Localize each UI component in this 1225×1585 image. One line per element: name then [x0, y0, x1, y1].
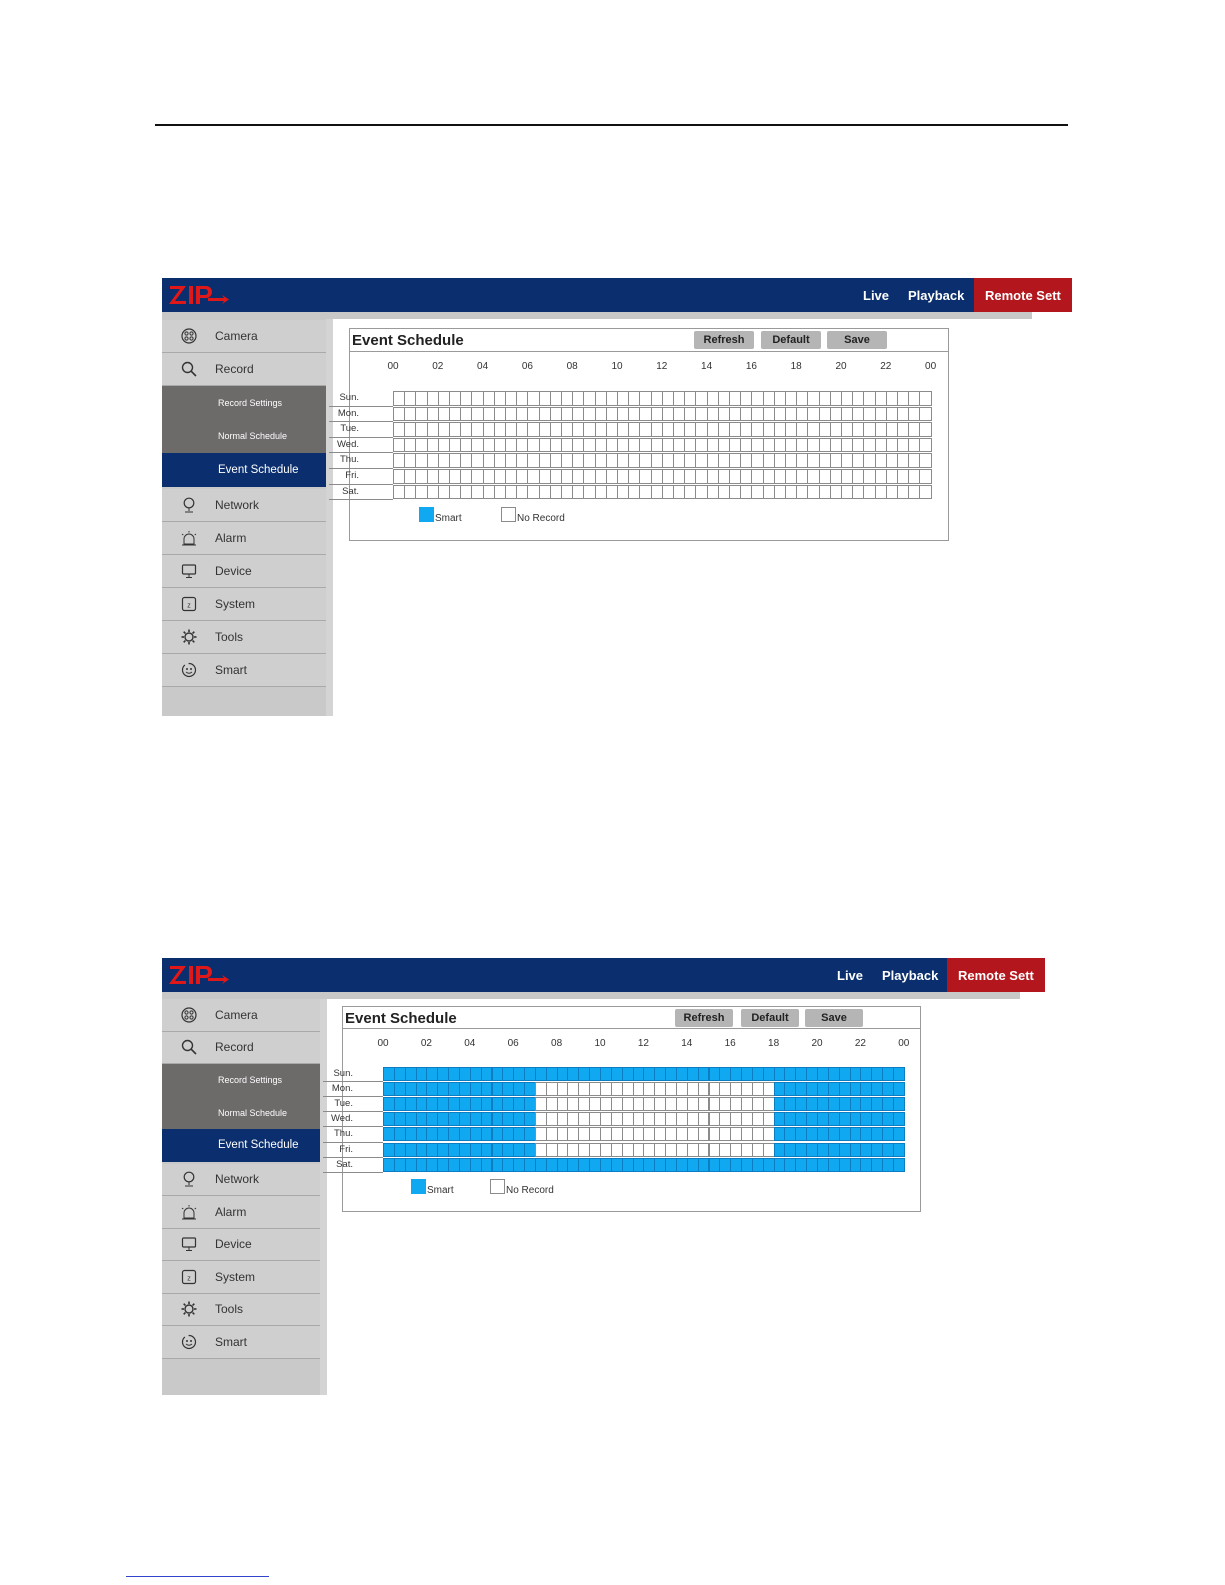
nav-tab-remote-settings[interactable]	[947, 958, 1045, 992]
day-label: Thu.	[339, 454, 359, 466]
hour-label: 04	[477, 361, 489, 372]
panel-title: Event Schedule	[352, 332, 464, 349]
hour-label: 16	[724, 1038, 736, 1049]
nav-tab-remote-settings[interactable]	[974, 278, 1072, 312]
legend-smart-label: Smart	[427, 1185, 454, 1196]
sidebar-subitem-record-settings[interactable]	[162, 1064, 320, 1097]
nav-tab-label[interactable]: Remote Sett	[947, 958, 1045, 992]
schedule-cell[interactable]	[893, 1158, 905, 1172]
screenshot-configured-schedule	[162, 958, 1034, 1395]
sidebar-item-smart[interactable]	[162, 1326, 320, 1359]
day-label: Sat.	[342, 485, 359, 497]
hour-label: 14	[701, 361, 713, 372]
panel-title: Event Schedule	[345, 1010, 457, 1027]
sidebar-item-label: Smart	[215, 662, 248, 677]
camera-icon	[180, 327, 198, 345]
sidebar-item-device[interactable]	[162, 555, 326, 588]
day-label-underline	[329, 421, 393, 422]
day-label-underline	[329, 406, 393, 407]
sidebar-item-label: Network	[215, 497, 260, 512]
schedule-cell[interactable]	[919, 438, 931, 453]
legend-smart-label: Smart	[435, 513, 462, 524]
day-label: Fri.	[339, 1143, 353, 1155]
schedule-cell[interactable]	[919, 453, 931, 468]
hour-label: 02	[432, 361, 444, 372]
event-schedule-panel	[330, 1006, 921, 1212]
day-label-underline	[323, 1172, 383, 1173]
nav-tab-live[interactable]	[826, 958, 874, 992]
sidebar-item-network[interactable]	[162, 489, 326, 522]
nav-tab-label[interactable]: Playback	[908, 287, 965, 303]
sidebar-item-network[interactable]	[162, 1164, 320, 1197]
hour-label: 22	[880, 361, 892, 372]
schedule-cell[interactable]	[919, 485, 931, 500]
sidebar-item-label: Device	[215, 563, 252, 578]
sidebar-item-label: Network	[215, 1172, 260, 1187]
system-icon	[180, 1268, 198, 1286]
top-navigation-bar	[162, 278, 1061, 312]
sidebar-item-alarm[interactable]	[162, 522, 326, 555]
camera-icon	[180, 1006, 198, 1024]
hour-label: 02	[420, 1038, 432, 1049]
sidebar-item-label: Record	[215, 362, 254, 376]
footer-link-underline	[126, 1576, 269, 1577]
smart-icon	[180, 661, 198, 679]
hour-label: 06	[507, 1038, 519, 1049]
sidebar-item-camera[interactable]	[162, 999, 320, 1032]
sidebar-item-camera[interactable]	[162, 320, 326, 353]
event-schedule-panel	[336, 328, 949, 541]
hour-label: 20	[811, 1038, 823, 1049]
refresh-button[interactable]: Refresh	[675, 1009, 733, 1027]
day-label-underline	[329, 468, 393, 469]
tools-icon	[180, 628, 198, 646]
schedule-cell[interactable]	[919, 391, 931, 406]
sidebar-item-label: Tools	[215, 629, 244, 644]
sidebar-item-label: Camera	[215, 1007, 258, 1022]
schedule-cell[interactable]	[919, 469, 931, 484]
legend-smart-swatch	[419, 507, 434, 522]
alarm-icon	[180, 1203, 198, 1221]
refresh-button[interactable]: Refresh	[694, 331, 754, 349]
device-icon	[180, 1235, 198, 1253]
hour-label: 00	[898, 1038, 910, 1049]
sidebar-item-record[interactable]	[162, 1032, 320, 1065]
day-label-underline	[323, 1142, 383, 1143]
save-button[interactable]: Save	[827, 331, 887, 349]
panel-title-divider	[350, 351, 948, 352]
sidebar-subitem-event-schedule[interactable]	[162, 453, 326, 487]
page-header-rule	[155, 124, 1068, 126]
sidebar-item-device[interactable]	[162, 1229, 320, 1262]
sidebar-item-label: System	[215, 1269, 256, 1284]
day-label-underline	[329, 452, 393, 453]
device-icon	[180, 562, 198, 580]
search-icon	[180, 360, 198, 378]
day-label-underline	[323, 1126, 383, 1127]
sidebar-item-label: Device	[215, 1237, 252, 1252]
sidebar	[162, 319, 326, 716]
zip-logo	[168, 283, 230, 312]
hour-label: 10	[594, 1038, 606, 1049]
day-label-underline	[323, 1157, 383, 1158]
nav-tab-playback[interactable]	[897, 278, 975, 312]
hour-label: 12	[637, 1038, 649, 1049]
hour-label: 20	[835, 361, 847, 372]
save-button[interactable]: Save	[805, 1009, 863, 1027]
hour-label: 06	[521, 361, 533, 372]
sidebar-subitem-label: Record Settings	[218, 397, 283, 408]
svg-text:z: z	[187, 1275, 191, 1283]
hour-label: 00	[925, 361, 937, 372]
sidebar-rail	[326, 319, 333, 716]
hour-label: 18	[790, 361, 802, 372]
search-icon	[180, 1038, 198, 1056]
nav-tab-label[interactable]: Live	[863, 287, 890, 303]
sidebar-subitem-label: Normal Schedule	[218, 431, 288, 442]
day-label: Wed.	[336, 438, 359, 450]
nav-tab-playback[interactable]	[871, 958, 949, 992]
sidebar-item-label: System	[215, 596, 256, 611]
day-label-underline	[329, 437, 393, 438]
hour-label: 08	[551, 1038, 563, 1049]
sidebar-subitem-event-schedule[interactable]	[162, 1129, 320, 1162]
schedule-cell[interactable]	[893, 1143, 905, 1157]
day-label: Thu.	[333, 1128, 353, 1140]
sidebar-item-label: Alarm	[215, 530, 247, 545]
sidebar-item-system[interactable]	[162, 1261, 320, 1294]
tools-icon	[180, 1300, 198, 1318]
schedule-cell[interactable]	[893, 1067, 905, 1081]
day-label-underline	[323, 1081, 383, 1082]
day-label: Sun.	[339, 392, 359, 403]
hour-label: 00	[377, 1038, 389, 1049]
sidebar	[162, 999, 320, 1395]
sidebar-item-label: Alarm	[215, 1204, 247, 1219]
hour-label: 22	[854, 1038, 866, 1049]
sidebar-item-label: Camera	[215, 329, 258, 343]
sidebar-subitem-label: Event Schedule	[218, 463, 299, 476]
default-button[interactable]: Default	[761, 331, 821, 349]
default-button[interactable]: Default	[741, 1009, 799, 1027]
day-label: Sun.	[333, 1068, 353, 1079]
sidebar-subitem-normal-schedule[interactable]	[162, 1097, 320, 1130]
sidebar-subitem-label: Normal Schedule	[218, 1107, 288, 1118]
day-label: Sat.	[336, 1158, 353, 1170]
nav-tab-label[interactable]: Remote Sett	[974, 278, 1072, 312]
day-label: Tue.	[334, 1098, 353, 1110]
nav-tab-label[interactable]: Live	[837, 967, 864, 983]
day-label: Wed.	[330, 1113, 353, 1125]
schedule-cell[interactable]	[893, 1082, 905, 1096]
sidebar-item-system[interactable]	[162, 588, 326, 621]
day-label: Fri.	[345, 470, 359, 481]
day-label: Mon.	[331, 1083, 353, 1095]
hour-label: 08	[566, 361, 578, 372]
svg-text:z: z	[187, 602, 191, 609]
nav-tab-live[interactable]	[852, 278, 900, 312]
sidebar-item-label: Tools	[215, 1302, 244, 1317]
hour-label: 16	[745, 361, 757, 372]
zip-logo	[168, 963, 230, 992]
sidebar-rail	[320, 999, 327, 1395]
sidebar-item-alarm[interactable]	[162, 1196, 320, 1229]
schedule-cell[interactable]	[919, 422, 931, 437]
hour-label: 00	[387, 361, 399, 372]
sidebar-item-record[interactable]	[162, 353, 326, 386]
top-bar-divider	[162, 312, 1032, 319]
network-icon	[180, 1170, 198, 1188]
sidebar-subitem-normal-schedule[interactable]	[162, 420, 326, 454]
hour-label: 14	[681, 1038, 693, 1049]
schedule-cell[interactable]	[919, 407, 931, 422]
day-label: Tue.	[340, 423, 359, 435]
day-label-underline	[323, 1096, 383, 1097]
sidebar-subitem-label: Event Schedule	[218, 1139, 299, 1152]
legend-no-record-label: No Record	[506, 1185, 554, 1196]
panel-title-divider	[343, 1028, 920, 1029]
hour-label: 10	[611, 361, 623, 372]
sidebar-item-label: Smart	[215, 1334, 248, 1349]
schedule-cell[interactable]	[893, 1112, 905, 1126]
day-label-underline	[329, 499, 393, 500]
nav-tab-label[interactable]: Playback	[882, 967, 939, 983]
legend-smart-swatch	[411, 1179, 426, 1194]
sidebar-item-tools[interactable]	[162, 621, 326, 654]
top-bar-divider	[162, 992, 1020, 999]
day-label-underline	[329, 484, 393, 485]
screenshot-empty-schedule	[162, 278, 1061, 716]
network-icon	[180, 496, 198, 514]
alarm-icon	[180, 529, 198, 547]
legend-no-record-swatch	[501, 507, 516, 522]
sidebar-subitem-record-settings[interactable]	[162, 386, 326, 420]
day-label-underline	[323, 1111, 383, 1112]
day-label: Mon.	[337, 407, 359, 419]
hour-label: 04	[464, 1038, 476, 1049]
schedule-cell[interactable]	[893, 1127, 905, 1141]
hour-label: 18	[768, 1038, 780, 1049]
legend-no-record-label: No Record	[517, 513, 565, 524]
smart-icon	[180, 1333, 198, 1351]
hour-label: 12	[656, 361, 668, 372]
legend-no-record-swatch	[490, 1179, 505, 1194]
schedule-cell[interactable]	[893, 1097, 905, 1111]
sidebar-subitem-label: Record Settings	[218, 1075, 283, 1086]
sidebar-item-tools[interactable]	[162, 1294, 320, 1327]
sidebar-item-smart[interactable]	[162, 654, 326, 687]
sidebar-item-label: Record	[215, 1040, 254, 1055]
top-navigation-bar	[162, 958, 1034, 992]
system-icon	[180, 595, 198, 613]
